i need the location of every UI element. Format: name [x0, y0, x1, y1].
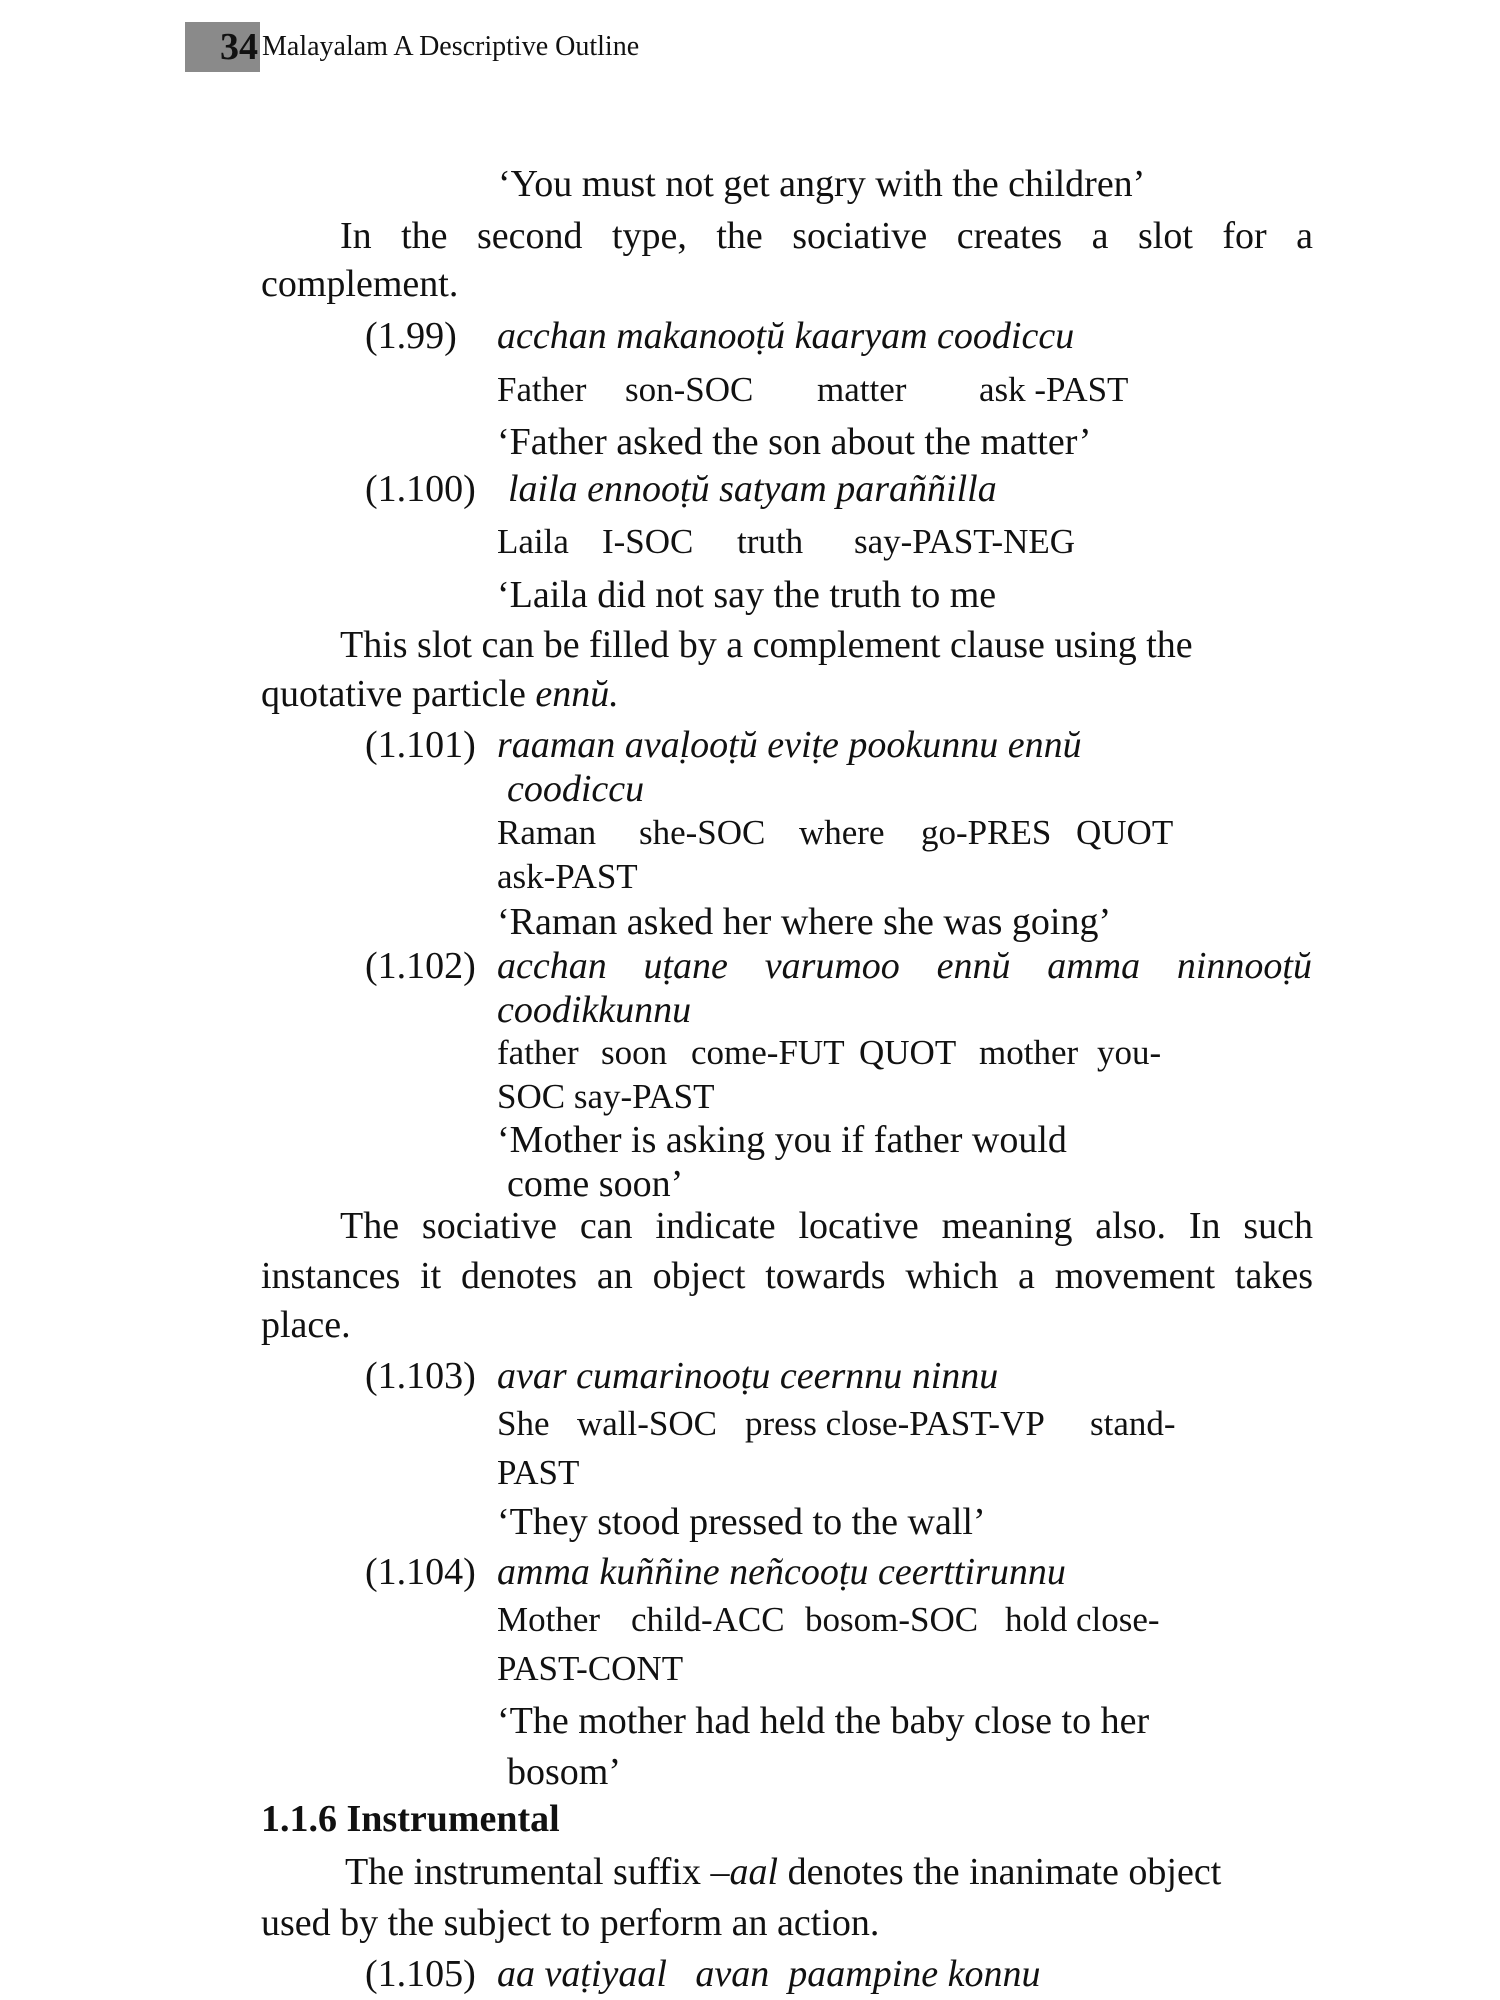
paragraph-line: instances it denotes an object towards which a movement takes — [261, 1255, 1313, 1297]
example-gloss: SOC say-PAST — [497, 1077, 715, 1116]
translation-line: ‘They stood pressed to the wall’ — [497, 1501, 986, 1543]
translation-line: ‘The mother had held the baby close to her — [497, 1700, 1150, 1742]
gloss-word: press close-PAST-VP — [745, 1404, 1045, 1443]
paragraph-line — [261, 675, 619, 713]
gloss-word: father — [497, 1033, 579, 1072]
example-word: ninnooṭŭ — [1176, 945, 1312, 987]
example-word: ennŭ — [936, 945, 1011, 987]
example-text: coodikkunnu — [497, 989, 692, 1031]
example-number: (1.100) — [365, 468, 476, 510]
gloss-word: QUOT — [859, 1033, 957, 1072]
gloss-word: say-PAST-NEG — [854, 522, 1076, 561]
paragraph-italic: ennŭ. — [535, 673, 619, 715]
gloss-word: Laila — [497, 522, 569, 561]
gloss-word: Father — [497, 370, 587, 409]
example-gloss: PAST-CONT — [497, 1649, 684, 1688]
gloss-word: I-SOC — [602, 522, 694, 561]
gloss-word: she-SOC — [639, 813, 766, 852]
example-number: (1.103) — [365, 1355, 476, 1397]
translation-line: bosom’ — [507, 1751, 621, 1793]
gloss-word: you- — [1097, 1033, 1162, 1072]
example-text: raaman avaḷooṭŭ eviṭe pookunnu ennŭ — [497, 724, 1082, 766]
example-gloss — [497, 1406, 1176, 1441]
paragraph-line: In the second type, the sociative creates a slot for a — [340, 215, 1313, 257]
gloss-word: where — [799, 813, 885, 852]
paragraph-text: denotes the inanimate object — [778, 1851, 1222, 1893]
paragraph-line — [345, 1853, 1221, 1891]
example-text: coodiccu — [507, 768, 645, 810]
translation-line: ‘Raman asked her where she was going’ — [497, 901, 1112, 943]
example-gloss: PAST — [497, 1453, 580, 1492]
section-heading: 1.1.6 Instrumental — [261, 1798, 560, 1840]
example-gloss: ask-PAST — [497, 857, 638, 896]
translation-line: ‘Father asked the son about the matter’ — [497, 421, 1092, 463]
paragraph-line: The sociative can indicate locative meaning also. In such — [340, 1205, 1313, 1247]
running-title: Malayalam A Descriptive Outline — [262, 31, 640, 62]
gloss-word: She — [497, 1404, 550, 1443]
example-word: amma — [1047, 945, 1141, 987]
gloss-word: truth — [737, 522, 804, 561]
example-text: acchan makanooṭŭ kaaryam coodiccu — [497, 315, 1075, 357]
example-gloss — [497, 1035, 1161, 1070]
page-number: 34 — [185, 22, 260, 72]
example-number: (1.104) — [365, 1551, 476, 1593]
example-text: avar cumarinooṭu ceernnu ninnu — [497, 1355, 999, 1397]
gloss-word: stand- — [1090, 1404, 1176, 1443]
paragraph-text: The instrumental suffix — [345, 1851, 711, 1893]
translation-line: come soon’ — [507, 1163, 684, 1205]
gloss-word: QUOT — [1076, 813, 1174, 852]
gloss-word: Mother — [497, 1600, 601, 1639]
gloss-word: son-SOC — [625, 370, 754, 409]
example-number: (1.105) — [365, 1953, 476, 1995]
gloss-word: ask -PAST — [979, 370, 1129, 409]
gloss-word: go-PRES — [921, 813, 1052, 852]
example-text: aa vaṭiyaal avan paampine konnu — [497, 1953, 1041, 1995]
example-gloss — [497, 1602, 1160, 1637]
running-header — [185, 22, 639, 72]
example-number: (1.101) — [365, 724, 476, 766]
paragraph-line: This slot can be filled by a complement clause using the — [340, 624, 1193, 666]
gloss-word: bosom-SOC — [805, 1600, 979, 1639]
translation-line: ‘You must not get angry with the children’ — [498, 163, 1146, 205]
example-gloss — [497, 372, 1128, 407]
gloss-word: mother — [979, 1033, 1079, 1072]
paragraph-line: place. — [261, 1304, 351, 1346]
gloss-word: matter — [817, 370, 907, 409]
example-text: amma kuññine neñcooṭu ceerttirunnu — [497, 1551, 1066, 1593]
translation-line: ‘Laila did not say the truth to me — [497, 574, 997, 616]
gloss-word: hold close- — [1005, 1600, 1160, 1639]
gloss-word: Raman — [497, 813, 597, 852]
paragraph-line: used by the subject to perform an action. — [261, 1902, 880, 1944]
example-gloss — [497, 815, 1173, 850]
example-word: uṭane — [643, 945, 728, 987]
example-text — [497, 947, 1312, 985]
translation-line: ‘Mother is asking you if father would — [497, 1119, 1067, 1161]
example-word: acchan — [497, 945, 607, 987]
paragraph-line: complement. — [261, 263, 459, 305]
example-text: laila ennooṭŭ satyam paraññilla — [508, 468, 997, 510]
example-gloss — [497, 524, 1075, 559]
gloss-word: soon — [601, 1033, 668, 1072]
paragraph-text: quotative particle — [261, 673, 536, 715]
gloss-word: child-ACC — [631, 1600, 785, 1639]
gloss-word: wall-SOC — [577, 1404, 717, 1443]
example-number: (1.99) — [365, 315, 457, 357]
example-number: (1.102) — [365, 945, 476, 987]
example-word: varumoo — [764, 945, 900, 987]
gloss-word: come-FUT — [691, 1033, 845, 1072]
paragraph-italic: –aal — [710, 1851, 779, 1893]
